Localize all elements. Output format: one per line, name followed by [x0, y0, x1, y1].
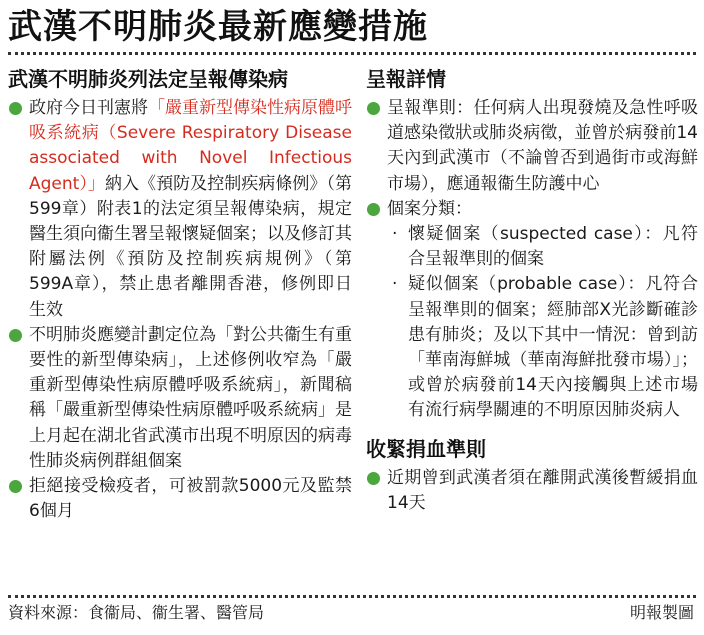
sub-item-probable-text: 疑似個案（probable case）：凡符合呈報準則的個案；經肺部X光診斷確診患有肺炎；及以下其中一情況：曾到訪「華南海鮮城（華南海鮮批發市場）」；或曾於病發前14天內接觸與上述市場有流行病學關連的不明原因肺炎病人: [408, 274, 698, 421]
right-bullet-3-text: 近期曾到武漢者須在離開武漢後暫緩捐血14天: [387, 467, 698, 513]
green-bullet-icon: [367, 472, 380, 485]
page-title: 武漢不明肺炎最新應變措施: [8, 7, 428, 47]
right-heading-2: 收緊捐血準則: [366, 436, 486, 461]
sub-bullet-icon: ‧: [392, 224, 398, 245]
source-text: 資料來源：食衞局、衞生署、醫管局: [8, 603, 265, 622]
left-bullet-1-highlight: 「嚴重新型傳染性病原體呼吸系統病（Severe Respiratory Disease associated with Novel Infectious Agent）」: [29, 98, 352, 194]
left-column: [8, 66, 352, 524]
left-bullet-3-text: 拒絕接受檢疫者，可被罰款5000元及監禁6個月: [29, 476, 352, 522]
right-column: [366, 66, 698, 516]
left-bullet-1: [8, 96, 352, 323]
green-bullet-icon: [367, 203, 380, 216]
left-bullet-2: [8, 323, 352, 474]
left-bullet-2-text: 不明肺炎應變計劃定位為「對公共衞生有重要性的新型傳染病」，上述修例收窄為「嚴重新型傳染性病原體呼吸系統病」，新聞稿稱「嚴重新型傳染性病原體呼吸系統病」是上月起在湖北省武漢市出現不明原因的病毒性肺炎病例群組個案: [29, 324, 352, 471]
sub-item-suspected: [366, 222, 698, 272]
footer: [8, 600, 696, 626]
green-bullet-icon: [367, 102, 380, 115]
sub-bullet-icon: ‧: [392, 274, 398, 295]
credit-text: 明報製圖: [629, 603, 694, 622]
right-heading-1: 呈報詳情: [366, 67, 446, 91]
green-bullet-icon: [9, 329, 22, 342]
left-bullet-1-post: 納入《預防及控制疾病條例》（第599章）附表1的法定須呈報傳染病，規定醫生須向衞生署呈報懷疑個案；以及修訂其附屬法例《預防及控制疾病規例》（第599A章），禁止患者離開香港，修例即日生效: [29, 173, 353, 320]
top-divider: [8, 52, 696, 55]
sub-item-probable: [366, 272, 698, 423]
bottom-divider: [8, 595, 696, 598]
left-bullet-3: [8, 474, 352, 524]
right-bullet-2: [366, 197, 698, 222]
right-bullet-3: [366, 466, 698, 516]
right-bullet-2-text: 個案分類：: [387, 198, 472, 219]
right-bullet-1: [366, 96, 698, 197]
green-bullet-icon: [9, 102, 22, 115]
left-bullet-1-pre: 政府今日刊憲將: [29, 98, 148, 118]
sub-item-suspected-text: 懷疑個案（suspected case）：凡符合呈報準則的個案: [408, 224, 698, 270]
green-bullet-icon: [9, 480, 22, 493]
left-heading: 武漢不明肺炎列法定呈報傳染病: [8, 67, 288, 91]
right-bullet-1-text: 呈報準則：任何病人出現發燒及急性呼吸道感染徵狀或肺炎病徵，並曾於病發前14天內到武漢市（不論曾否到過街市或海鮮市場），應通報衞生防護中心: [387, 98, 698, 194]
